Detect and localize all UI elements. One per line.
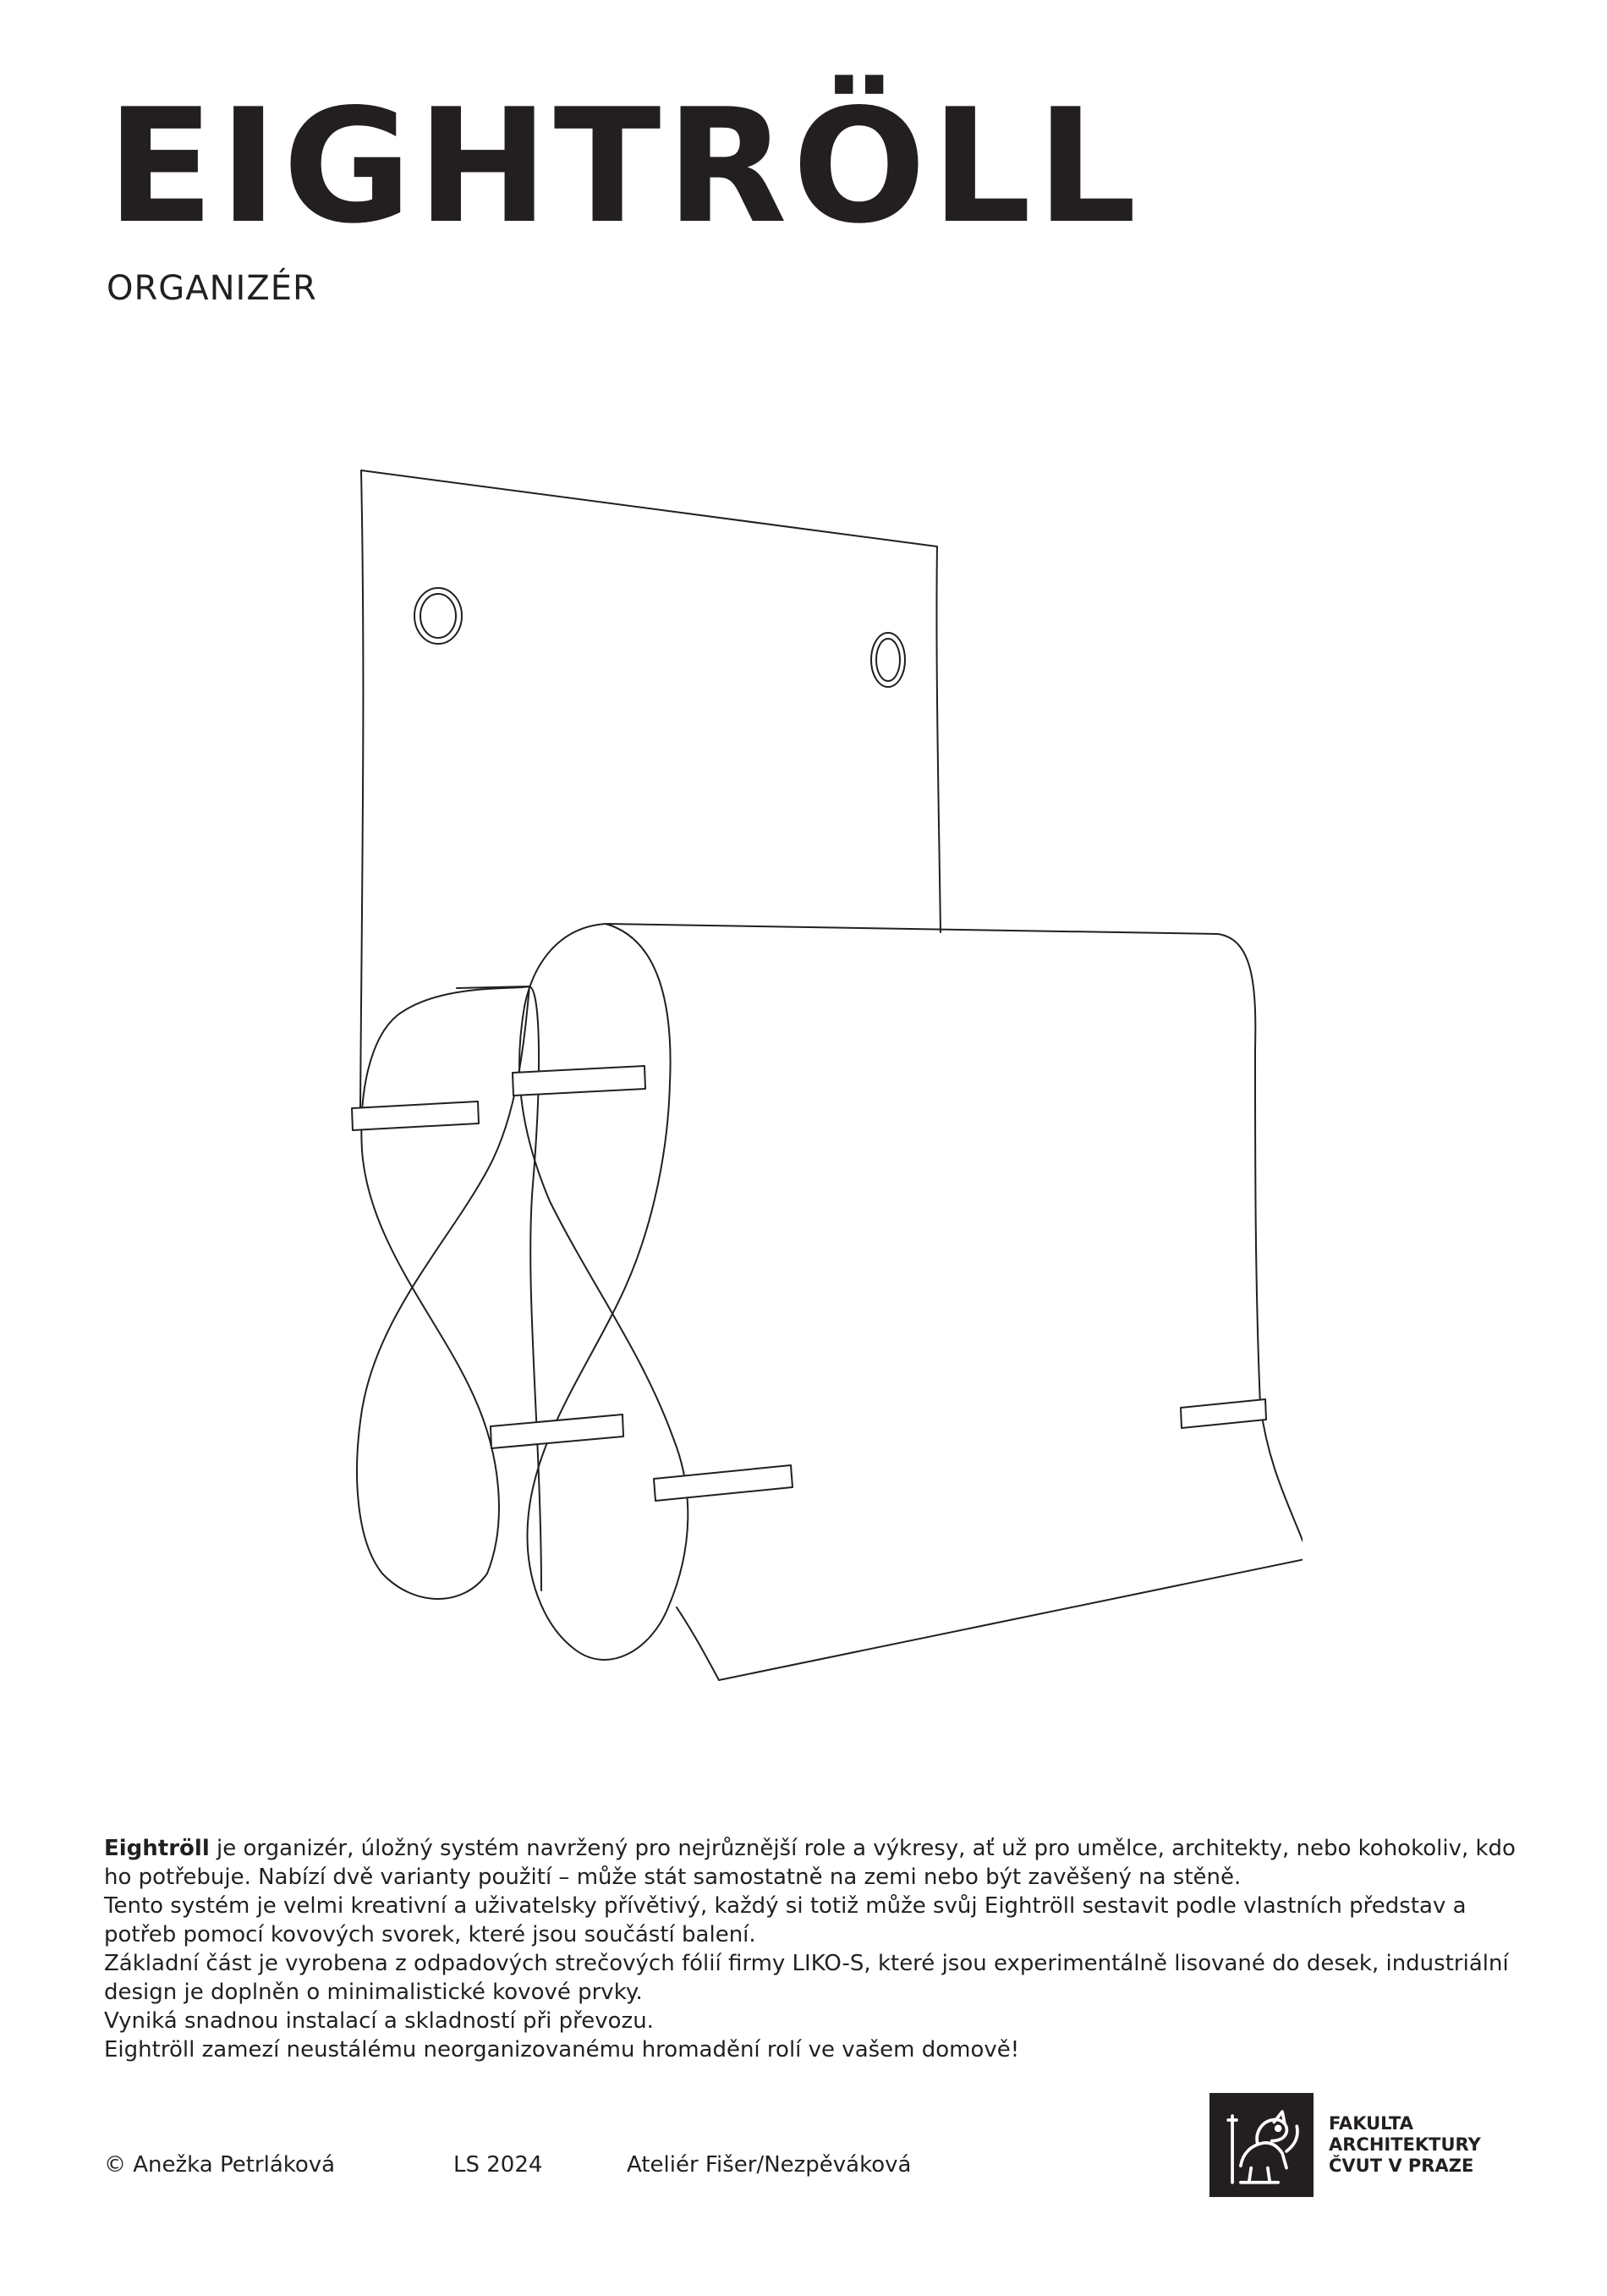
faculty-logo [1209, 2093, 1481, 2197]
description-line: je organizér, úložný systém navržený pro nejrůznější role a výkresy, ať už pro umělce, architekty, nebo kohokoliv, kdo ho potřebuje. Nabízí dvě varianty použití – může stát samostatně na zemi nebo být zavěšený na stěně. [104, 1836, 1516, 1890]
description-paragraph: Eightröll zamezí neustálému neorganizovanému hromadění rolí ve vašem domově! [104, 2037, 1020, 2063]
faculty-name [1329, 2113, 1481, 2177]
description-paragraph: Vyniká snadnou instalací a skladností při převozu. [104, 2008, 654, 2034]
brand-name: Eightröll [104, 1836, 210, 1861]
faculty-name-line: FAKULTA [1329, 2113, 1413, 2134]
rear-loop [357, 986, 529, 1599]
eyelet-left-icon [414, 588, 462, 644]
footer-studio: Ateliér Fišer/Nezpěváková [627, 2152, 912, 2178]
page-subtitle: ORGANIZÉR [107, 269, 317, 308]
page-title: EIGHTRÖLL [107, 74, 1142, 258]
description-paragraph: Základní část je vyrobena z odpadových strečových fólií firmy LIKO-S, které jsou experimentálně lisované do desek, industriální design je doplněn o minimalistické kovové prvky. [104, 1951, 1509, 2005]
lion-emblem-icon [1209, 2093, 1314, 2197]
eyelet-right-icon [871, 633, 905, 687]
product-description [104, 1834, 1525, 2064]
footer-author: © Anežka Petrláková [104, 2152, 336, 2178]
faculty-name-line: ČVUT V PRAZE [1329, 2156, 1474, 2176]
back-sheet [360, 470, 941, 1108]
front-sheet [606, 924, 1303, 1680]
product-illustration [338, 457, 1303, 1709]
faculty-name-line: ARCHITEKTURY [1329, 2134, 1481, 2155]
front-loop [519, 924, 688, 1660]
description-paragraph: Tento systém je velmi kreativní a uživatelsky přívětivý, každý si totiž může svůj Eightröll sestavit podle vlastních představ a potřeb pomocí kovových svorek, které jsou součástí balení. [104, 1893, 1467, 1947]
footer-term: LS 2024 [453, 2152, 543, 2178]
description-paragraph [104, 1834, 1525, 1892]
